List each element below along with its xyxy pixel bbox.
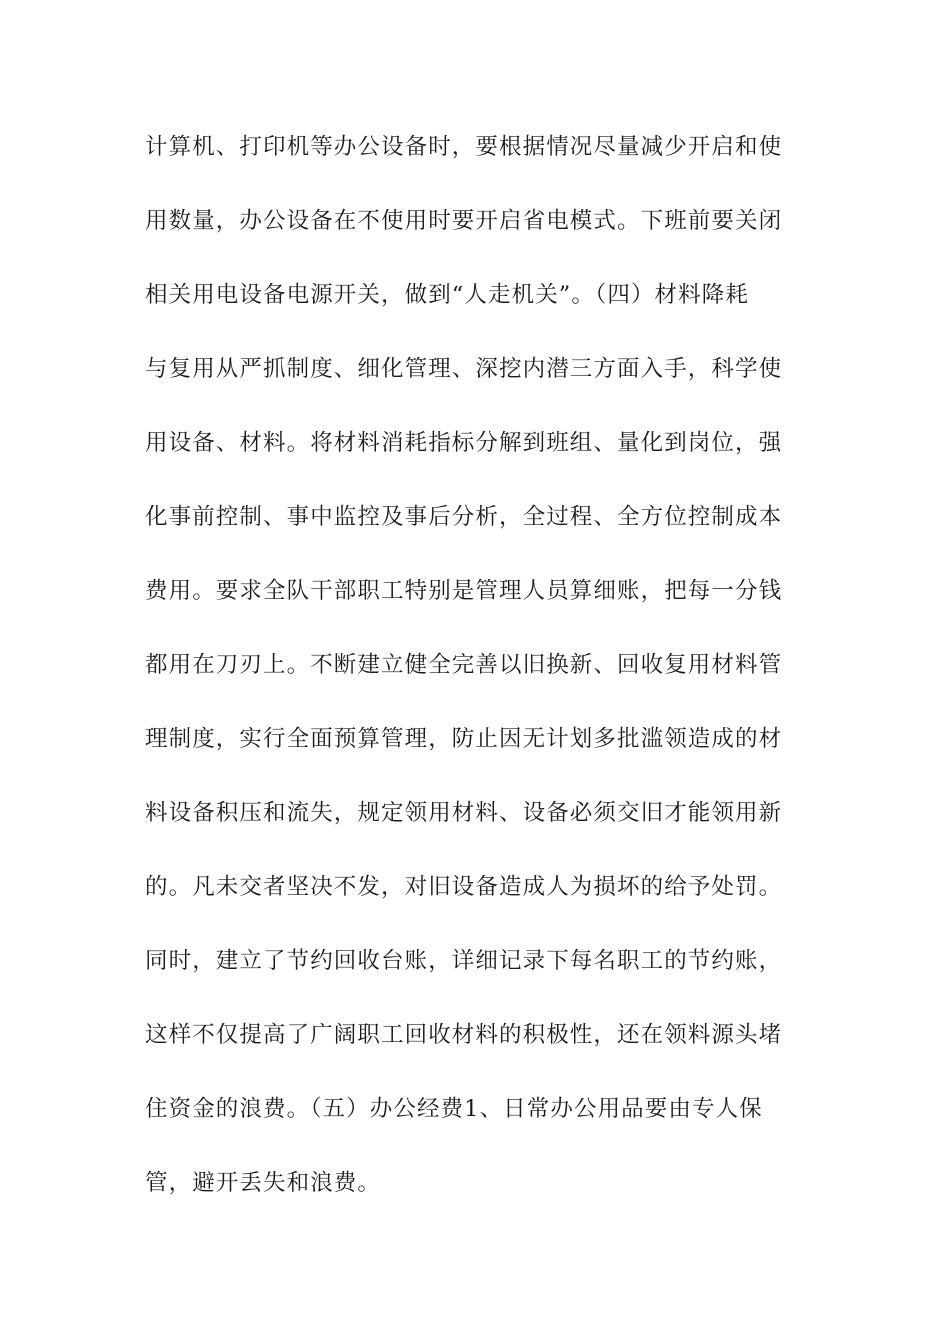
text-line: 化事前控制、事中监控及事后分析，全过程、全方位控制成本 [145,504,783,530]
text-line: 同时，建立了节约回收台账，详细记录下每名职工的节约账， [145,948,783,974]
text-line: 管，避开丢失和浪费。 [145,1170,382,1196]
text-line: 计算机、打印机等办公设备时，要根据情况尽量减少开启和使 [145,134,783,160]
text-line: 都用在刀刃上。不断建立健全完善以旧换新、回收复用材料管 [145,652,783,678]
text-line: 料设备积压和流失，规定领用材料、设备必须交旧才能领用新 [145,800,783,826]
text-line: 相关用电设备电源开关，做到“人走机关”。（四）材料降耗 [145,282,749,308]
text-line: 住资金的浪费。（五）办公经费1、日常办公用品要由专人保 [145,1096,763,1122]
text-line: 费用。要求全队干部职工特别是管理人员算细账，把每一分钱 [145,578,783,604]
text-line: 理制度，实行全面预算管理，防止因无计划多批滥领造成的材 [145,726,783,752]
text-line: 与复用从严抓制度、细化管理、深挖内潜三方面入手，科学使 [145,356,783,382]
text-line: 这样不仅提高了广阔职工回收材料的积极性，还在领料源头堵 [145,1022,783,1048]
text-line: 的。凡未交者坚决不发，对旧设备造成人为损坏的给予处罚。 [145,874,783,900]
body-text [145,127,805,1237]
text-line: 用设备、材料。将材料消耗指标分解到班组、量化到岗位，强 [145,430,783,456]
text-line: 用数量，办公设备在不使用时要开启省电模式。下班前要关闭 [145,208,783,234]
